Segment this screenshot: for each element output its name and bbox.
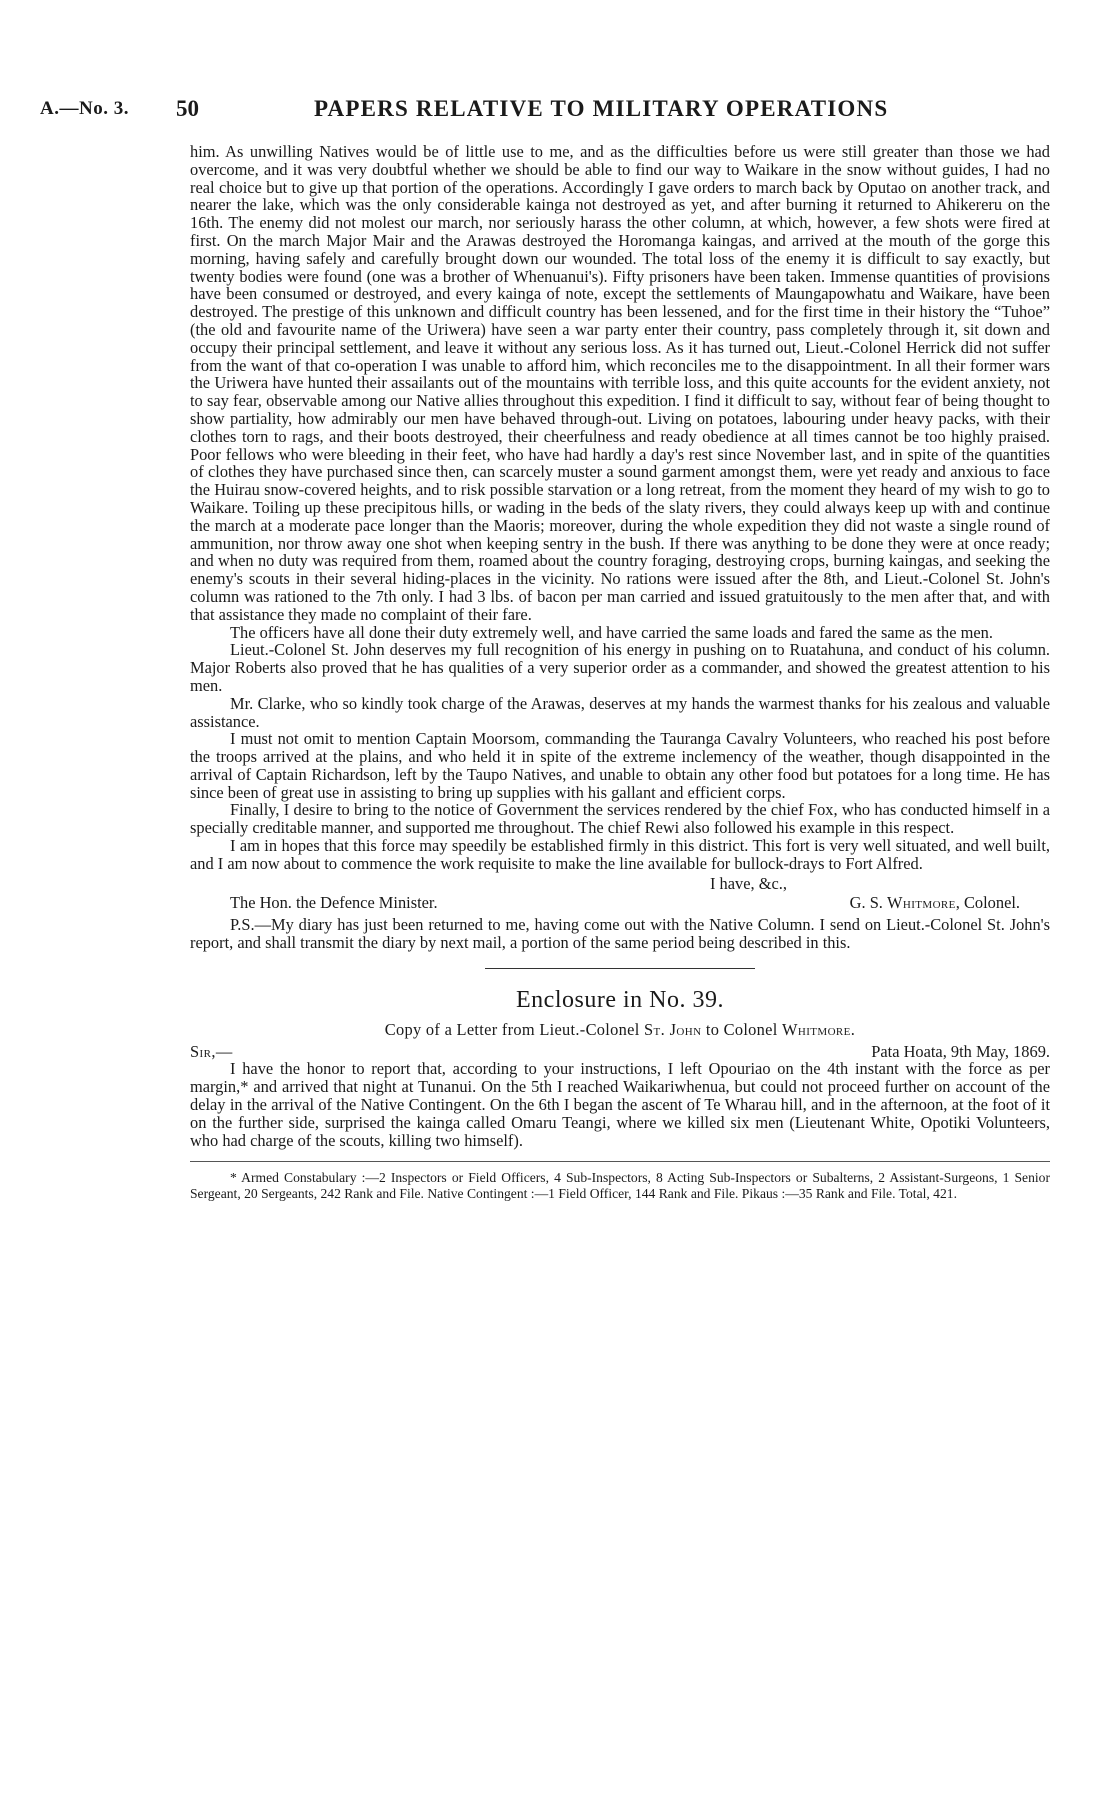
subtitle-end: . [850,1019,856,1039]
enclosure-title: Enclosure in No. 39. [516,986,724,1013]
signature [850,894,1020,912]
signer-initials: G. S. [849,893,883,913]
document-reference: A.—No. 3. [40,98,129,119]
running-title: PAPERS RELATIVE TO MILITARY OPERATIONS [314,96,889,121]
paragraph-fox: Finally, I desire to bring to the notice of Government the services rendered by the chief Fox, who has conducted himself in a specially creditable manner, and supported me throughout. The chief Rewi also followed his example in this respect. [190,800,1050,838]
section-divider [485,968,755,969]
paragraph-fort: I am in hopes that this force may speedily be established firmly in this district. This fort is very well situated, and well built, and I am now about to commence the work requisite to make the line available for bullock-drays to Fort Alfred. [190,836,1050,873]
footnote-divider [190,1161,1050,1162]
salutation: Sir,— [190,1041,233,1061]
subtitle-mid: to Colonel [705,1019,778,1039]
salutation-row [190,1043,1050,1061]
enclosure-subtitle [190,1021,1050,1039]
paragraph-moorsom: I must not omit to mention Captain Moorsom, commanding the Tauranga Cavalry Volunteers, who reached his post before the troops arrived at the plains, and who held it in spite of the extreme inclemency of the weather, though disappointed in the arrival of Captain Richardson, left by the Taupo Natives, and unable to obtain any other food but potatoes for a long time. He has since been of great use in assisting to bring up supplies with his gallant and efficient corps. [190,729,1050,802]
closing-phrase: I have, &c., [710,873,787,893]
subtitle-pre: Copy of a Letter from Lieut.-Colonel [384,1019,640,1039]
place-date: Pata Hoata, 9th May, 1869. [871,1041,1050,1061]
enclosure-body: I have the honor to report that, according to your instructions, I left Opouriao on the 4th instant with the force as per margin,* and arrived that night at Tunanui. On the 5th I reached Waikariwhenua, but could not proceed further on account of the delay in the arrival of the Native Contingent. On the 6th I began the ascent of Te Wharau hill, and in the afternoon, at the foot of it on the further side, surprised the kainga called Omaru Teangi, where we killed six men (Lieutenant White, Opotiki Volunteers, who had charge of the scouts, killing two himself). [190,1059,1050,1150]
document-body [190,143,1050,1201]
footnote [190,1170,1050,1201]
signer-rank: , Colonel. [955,893,1020,913]
paragraph-continued: him. As unwilling Natives would be of little use to me, and as the difficulties before us were still greater than those we had overcome, and it was very doubtful whether we should be able to find our way to Waikare in the snow without guides, I had no real choice but to give up that portion of the operations. Accordingly I gave orders to march back by Oputao on another track, and nearer the lake, which was the only considerable kainga not destroyed as yet, and after burning it returned to Ahikereru on the 16th. The enemy did not molest our march, nor seriously harass the other column, at which, however, a few shots were fired at first. On the march Major Mair and the Arawas destroyed the Horomanga kaingas, and arrived at the mouth of the gorge this morning, having safely and carefully brought down our wounded. The total loss of the enemy it is difficult to say exactly, but twenty bodies were found (one was a brother of Whenuanui's). Fifty prisoners have been taken. Immense quantities of provisions have been consumed or destroyed, and every kainga of note, except the settlements of Maungapowhatu and Waikare, have been destroyed. The prestige of this unknown and difficult country has been lessened, and for the first time in their history the “Tuhoe” (the old and favourite name of the Uriwera) have seen a war party enter their country, pass completely through it, sit down and occupy their principal settlement, and leave it without any serious loss. As it has turned out, Lieut.-Colonel Herrick did not suffer from the want of that co-operation I was unable to afford him, which reconciles me to the disappointment. In all their former wars the Uriwera have hunted their assailants out of the mountains with terrible loss, and this quite accounts for the evident anxiety, not to say fear, observable among our Native allies throughout this expedition. I find it difficult to say, without fear of being thought to show partiality, how admirably our men have behaved through-out. Living on potatoes, labouring under heavy packs, with their clothes torn to rags, and their boots destroyed, their cheerfulness and ready obedience at all times cannot be too highly praised. Poor fellows who were bleeding in their feet, who have had hardly a day's rest since November last, and in spite of the quantities of clothes they have purchased since then, can scarcely muster a sound garment amongst them, were yet ready and anxious to face the Huirau snow-covered heights, and to risk possible starvation or a long retreat, from the moment they heard of my wish to go to Waikare. Toiling up these precipitous hills, or wading in the beds of the slaty rivers, they could always keep up with and continue the march at a moderate pace longer than the Maoris; moreover, during the whole expedition they did not waste a single round of ammunition, nor throw away one shot when keeping sentry in the bush. If there was anything to be done they were at once ready; and when no duty was required from them, roamed about the country foraging, destroying crops, burning kaingas, and seeking the enemy's scouts in their several hiding-places in the vicinity. No rations were issued after the 8th, and Lieut.-Colonel St. John's column was rationed to the 7th only. I had 3 lbs. of bacon per man carried and issued gratuitously to the men after that, and with that assistance they made no complaint of their fare. [190,142,1050,624]
subtitle-from: St. John [643,1019,702,1039]
footnote-text: * Armed Constabulary :—2 Inspectors or Field Officers, 4 Sub-Inspectors, 8 Acting Sub-Inspectors or Subalterns, 2 Assistant-Surgeons, 1 Senior Sergeant, 20 Sergeants, 242 Rank and File. Native Contingent :—1 Field Officer, 144 Rank and File. Pikaus :—35 Rank and File. Total, 421. [190,1170,1050,1201]
page-header [0,94,1114,128]
page-number: 50 [176,96,199,121]
paragraph-officers: The officers have all done their duty extremely well, and have carried the same loads and fared the same as the men. [230,622,993,642]
addressee: The Hon. the Defence Minister. [230,893,438,913]
postscript: P.S.—My diary has just been returned to me, having come out with the Native Column. I send on Lieut.-Colonel St. John's report, and shall transmit the diary by next mail, a portion of the same period being described in this. [190,915,1050,953]
signer-name: Whitmore [887,893,956,913]
paragraph-clarke: Mr. Clarke, who so kindly took charge of the Arawas, deserves at my hands the warmest thanks for his zealous and valuable assistance. [190,693,1050,731]
paragraph-st-john: Lieut.-Colonel St. John deserves my full recognition of his energy in pushing on to Ruatahuna, and conduct of his column. Major Roberts also proved that he has qualities of a very superior order as a commander, and showed the greatest attention to his men. [190,640,1050,695]
signature-row [230,894,1020,912]
subtitle-to: Whitmore [782,1019,851,1039]
